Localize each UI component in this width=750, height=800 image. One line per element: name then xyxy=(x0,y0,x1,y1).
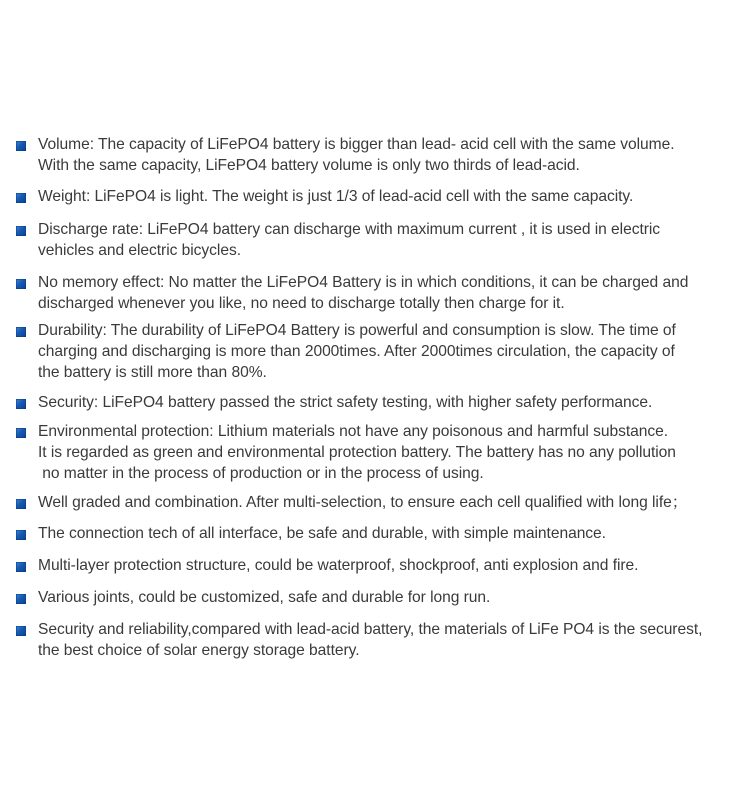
feature-item-volume xyxy=(0,134,750,176)
feature-text-line: Weight: LiFePO4 is light. The weight is just 1/3 of lead-acid cell with the same capacity. xyxy=(38,188,634,205)
feature-text-line: It is regarded as green and environmental protection battery. The battery has no any pollution xyxy=(38,444,676,461)
feature-item-security-reliability xyxy=(0,619,750,661)
feature-text-line: vehicles and electric bicycles. xyxy=(38,242,241,259)
square-bullet-icon xyxy=(16,193,26,203)
square-bullet-icon xyxy=(16,226,26,236)
feature-item-environmental-protection xyxy=(0,421,750,484)
square-bullet-icon xyxy=(16,141,26,151)
feature-text-line: Multi-layer protection structure, could be waterproof, shockproof, anti explosion and fire. xyxy=(38,557,639,574)
feature-text-line: The connection tech of all interface, be safe and durable, with simple maintenance. xyxy=(38,525,606,542)
square-bullet-icon xyxy=(16,399,26,409)
feature-text-line: the battery is still more than 80%. xyxy=(38,364,267,381)
feature-text-line: Well graded and combination. After multi-selection, to ensure each cell qualified with long life； xyxy=(38,494,688,511)
feature-list xyxy=(0,134,750,661)
feature-text-line: Security: LiFePO4 battery passed the strict safety testing, with higher safety performance. xyxy=(38,394,653,411)
square-bullet-icon xyxy=(16,279,26,289)
square-bullet-icon xyxy=(16,428,26,438)
feature-text-line: Various joints, could be customized, safe and durable for long run. xyxy=(38,589,491,606)
square-bullet-icon xyxy=(16,594,26,604)
feature-text-line: no matter in the process of production or in the process of using. xyxy=(38,465,484,482)
feature-text-line: Volume: The capacity of LiFePO4 battery is bigger than lead- acid cell with the same volume. xyxy=(38,136,675,153)
feature-text-line: Durability: The durability of LiFePO4 Battery is powerful and consumption is slow. The time of xyxy=(38,322,676,339)
feature-item-security xyxy=(0,392,750,413)
feature-text-line: Environmental protection: Lithium materials not have any poisonous and harmful substance. xyxy=(38,423,669,440)
feature-text-line: Security and reliability,compared with lead-acid battery, the materials of LiFe PO4 is the securest, xyxy=(38,621,703,638)
feature-item-no-memory-effect xyxy=(0,272,750,314)
feature-item-durability xyxy=(0,320,750,383)
square-bullet-icon xyxy=(16,499,26,509)
square-bullet-icon xyxy=(16,327,26,337)
feature-item-connection-tech xyxy=(0,523,750,544)
feature-item-discharge-rate xyxy=(0,219,750,261)
feature-item-well-graded xyxy=(0,492,750,513)
feature-text-line: Discharge rate: LiFePO4 battery can discharge with maximum current , it is used in electric xyxy=(38,221,661,238)
feature-text-line: With the same capacity, LiFePO4 battery volume is only two thirds of lead-acid. xyxy=(38,157,580,174)
feature-text-line: charging and discharging is more than 2000times. After 2000times circulation, the capacity of xyxy=(38,343,675,360)
feature-text-line: the best choice of solar energy storage battery. xyxy=(38,642,360,659)
square-bullet-icon xyxy=(16,530,26,540)
feature-item-weight xyxy=(0,186,750,207)
feature-text-line: discharged whenever you like, no need to discharge totally then charge for it. xyxy=(38,295,565,312)
feature-item-multi-layer-protection xyxy=(0,555,750,576)
square-bullet-icon xyxy=(16,626,26,636)
feature-item-various-joints xyxy=(0,587,750,608)
square-bullet-icon xyxy=(16,562,26,572)
feature-text-line: No memory effect: No matter the LiFePO4 Battery is in which conditions, it can be charged and xyxy=(38,274,689,291)
